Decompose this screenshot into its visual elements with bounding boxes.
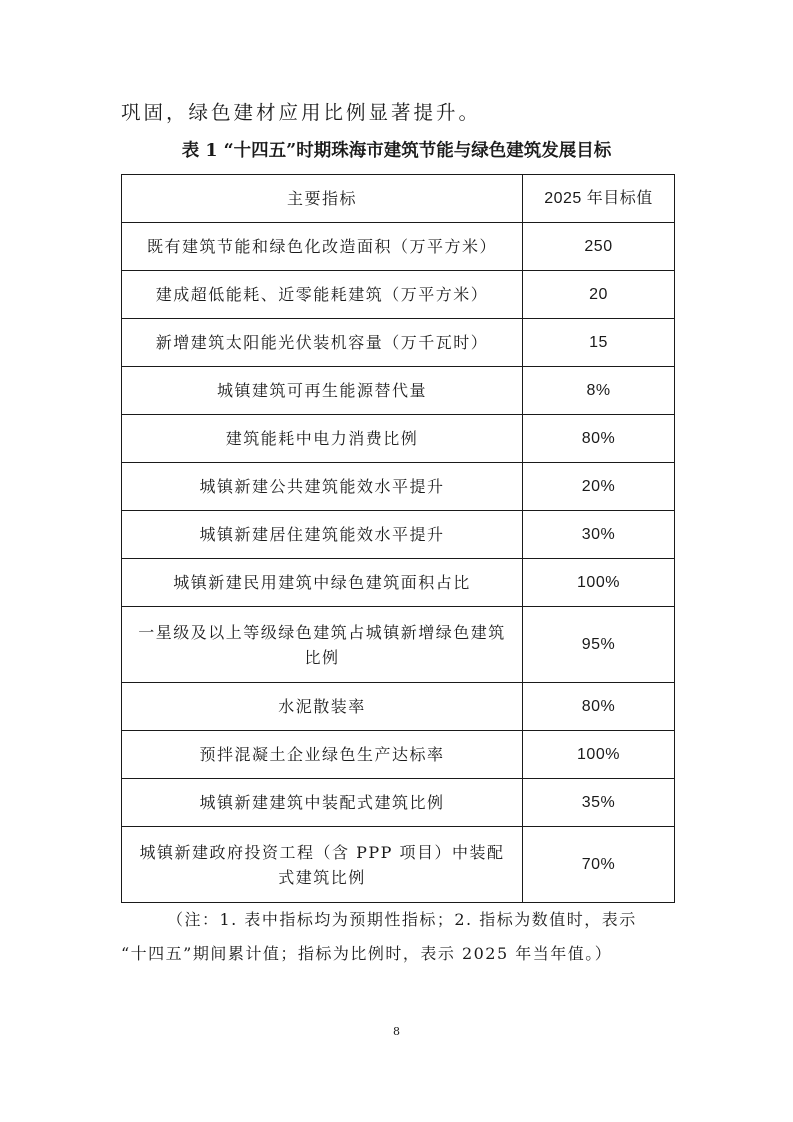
- table-row: [122, 607, 675, 683]
- indicator-cell: 城镇新建政府投资工程（含 PPP 项目）中装配式建筑比例: [122, 827, 523, 903]
- indicator-cell: 预拌混凝土企业绿色生产达标率: [122, 731, 523, 779]
- target-cell: 100%: [523, 731, 675, 779]
- target-cell: 80%: [523, 415, 675, 463]
- target-cell: 100%: [523, 559, 675, 607]
- target-cell: 70%: [523, 827, 675, 903]
- table-row: [122, 223, 675, 271]
- targets-table: [121, 174, 675, 903]
- header-target: 2025 年目标值: [523, 175, 675, 223]
- table-row: [122, 827, 675, 903]
- table-row: [122, 731, 675, 779]
- note-line-2: “十四五”期间累计值；指标为比例时，表示 2025 年当年值。）: [121, 944, 613, 963]
- table-row: [122, 319, 675, 367]
- table-note: [121, 903, 681, 971]
- table-row: [122, 415, 675, 463]
- indicator-cell: 水泥散装率: [122, 683, 523, 731]
- target-cell: 20: [523, 271, 675, 319]
- target-cell: 15: [523, 319, 675, 367]
- table-caption: 表 1 “十四五”时期珠海市建筑节能与绿色建筑发展目标: [181, 141, 612, 161]
- table-row: [122, 559, 675, 607]
- indicator-cell: 既有建筑节能和绿色化改造面积（万平方米）: [122, 223, 523, 271]
- header-indicator: 主要指标: [122, 175, 523, 223]
- indicator-cell: 城镇新建居住建筑能效水平提升: [122, 511, 523, 559]
- target-cell: 95%: [523, 607, 675, 683]
- target-cell: 35%: [523, 779, 675, 827]
- table-row: [122, 683, 675, 731]
- indicator-cell: 城镇新建民用建筑中绿色建筑面积占比: [122, 559, 523, 607]
- note-line-1: （注：1. 表中指标均为预期性指标；2. 指标为数值时，表示: [167, 910, 637, 929]
- indicator-cell: 建筑能耗中电力消费比例: [122, 415, 523, 463]
- page-number: 8: [393, 1025, 400, 1038]
- target-cell: 20%: [523, 463, 675, 511]
- table-row: [122, 367, 675, 415]
- target-cell: 80%: [523, 683, 675, 731]
- indicator-cell: 城镇新建建筑中装配式建筑比例: [122, 779, 523, 827]
- table-row: [122, 271, 675, 319]
- table-row: [122, 463, 675, 511]
- indicator-cell: 建成超低能耗、近零能耗建筑（万平方米）: [122, 271, 523, 319]
- target-cell: 30%: [523, 511, 675, 559]
- indicator-cell: 一星级及以上等级绿色建筑占城镇新增绿色建筑比例: [122, 607, 523, 683]
- table-row: [122, 511, 675, 559]
- indicator-cell: 城镇建筑可再生能源替代量: [122, 367, 523, 415]
- target-cell: 250: [523, 223, 675, 271]
- table-header-row: [122, 175, 675, 223]
- table-row: [122, 779, 675, 827]
- target-cell: 8%: [523, 367, 675, 415]
- indicator-cell: 新增建筑太阳能光伏装机容量（万千瓦时）: [122, 319, 523, 367]
- indicator-cell: 城镇新建公共建筑能效水平提升: [122, 463, 523, 511]
- intro-text: 巩固，绿色建材应用比例显著提升。: [121, 101, 482, 124]
